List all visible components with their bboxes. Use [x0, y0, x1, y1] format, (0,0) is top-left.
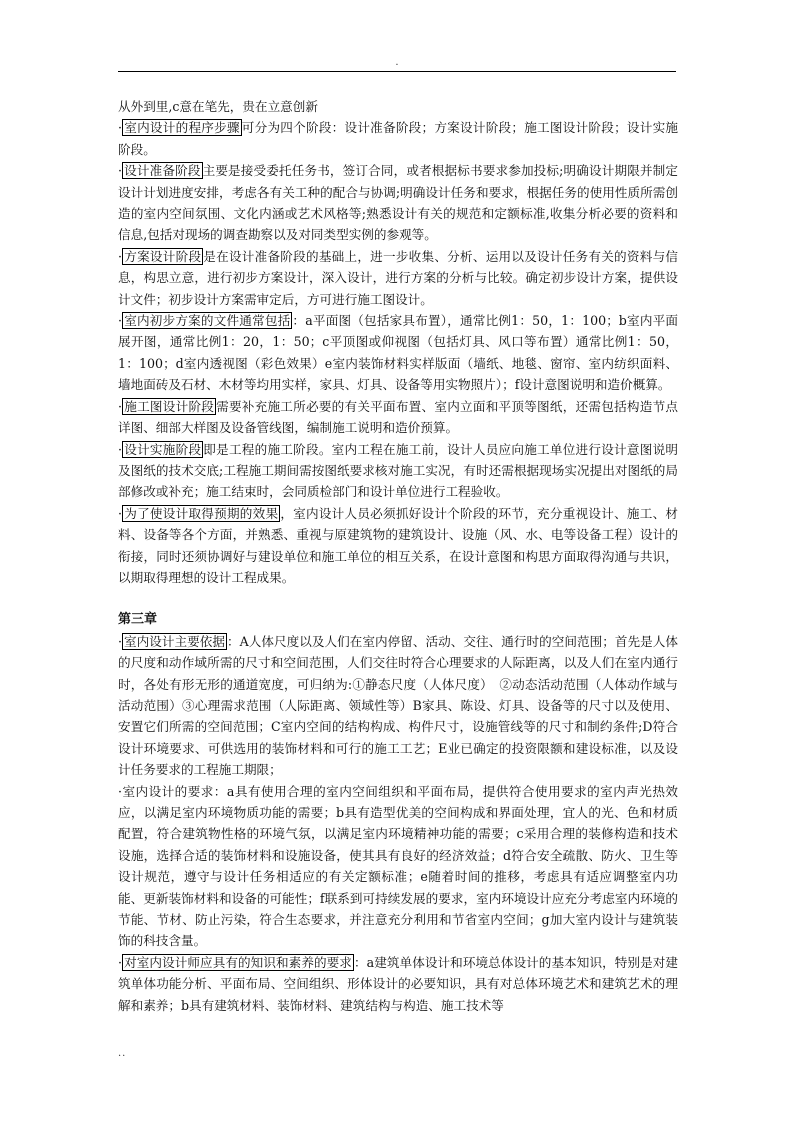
paragraph-construction-drawing-stage	[118, 396, 678, 439]
bullet: ·	[118, 441, 123, 457]
paragraph-text: 可分为四个阶段：设计准备阶段；方案设计阶段；施工图设计阶段；设计实施阶段。	[118, 120, 679, 157]
bullet: ·	[118, 398, 123, 414]
paragraph-text: 需要补充施工所必要的有关平面布置、室内立面和平顶等图纸，还需包括构造节点详图、细部大样图及设备管线图，编制施工说明和造价预算。	[118, 398, 679, 436]
paragraph-preparation-stage	[118, 160, 678, 246]
bullet: ·	[118, 163, 123, 179]
paragraph-text: 室内设计的要求：a具有使用合理的室内空间组织和平面布局，提供符合使用要求的室内声光热效应，以满足室内环境物质功能的需要；b具有造型优美的空间构成和界面处理，宜人的光、色和材质配置，符合建筑物性格的环境气氛，以满足室内环境精神功能的需要；c采用合理的装修构造和技术设施，选择合适的装饰材料和设施设备，使其具有良好的经济效益；d符合安全疏散、防火、卫生等设计规范，遵守与设计任务相适应的有关定额标准；e随着时间的推移，考虑具有适应调整室内功能、更新装饰材料和设备的可能性；f联系到可持续发展的要求，室内环境设计应充分考虑室内环境的节能、节材、防止污染，符合生态要求，并注意充分利用和节省室内空间；g加大室内设计与建筑装饰的科技含量。	[118, 783, 678, 949]
boxed-term: 室内初步方案的文件通常包括	[124, 313, 291, 329]
boxed-term: 对室内设计师应具有的知识和素养的要求	[124, 954, 352, 970]
boxed-term: 室内设计的程序步骤	[124, 120, 240, 136]
paragraph-text: ，室内设计人员必须抓好设计个阶段的环节，充分重视设计、施工、材料、设备等各个方面，并熟悉、重视与原建筑物的建筑设计、设施（风、水、电等设备工程）设计的衔接，同时还须协调好与建设单位和施工单位的相互关系，在设计意图和构思方面取得沟通与共识，以期取得理想的设计工程成果。	[118, 505, 679, 585]
bullet: ·	[118, 248, 123, 264]
paragraph-implementation-stage	[118, 439, 678, 503]
boxed-term: 为了使设计取得预期的效果	[124, 505, 279, 521]
footer-mark: ..	[118, 1048, 127, 1059]
paragraph-design-procedure	[118, 117, 678, 160]
chapter-heading: 第三章	[118, 612, 158, 628]
bullet: ·	[118, 633, 123, 649]
boxed-term: 设计实施阶段	[124, 441, 202, 457]
bullet: ·	[118, 783, 123, 799]
paragraph-text: ：A人体尺度以及人们在室内停留、活动、交往、通行时的空间范围；首先是人体的尺度和动作域所需的尺寸和空间范围，人们交往时符合心理要求的人际距离，以及人们在室内通行时，各处有形无形的通道宽度，可归纳为:①静态尺度（人体尺度） ②动态活动范围（人体动作域与活动范围）③心理需求范围（人际距离、领域性等）B家具、陈设、灯具、设备等的尺寸以及使用、安置它们所需的空间范围；C室内空间的结构构成、构件尺寸，设施管线等的尺寸和制约条件;D符合设计环境要求、可供选用的装饰材料和可行的施工工艺；E业已确定的投资限额和建设标准，以及设计任务要求的工程施工期限；	[118, 633, 678, 778]
paragraph-text: ：a建筑单体设计和环境总体设计的基本知识，特别是对建筑单体功能分析、平面布局、空间组织、形体设计的必要知识，具有对总体环境艺术和建筑艺术的理解和素养；b具有建筑材料、装饰材料、建筑结构与构造、施工技术等	[118, 954, 679, 1013]
bullet: ·	[118, 120, 123, 136]
intro-line: 从外到里,c意在笔先，贵在立意创新	[118, 99, 318, 114]
bullet: ·	[118, 313, 123, 329]
paragraph-text: ：a平面图（包括家具布置），通常比例1：50，1：100；b室内平面展开图，通常比例1：20，1：50；c平顶图或仰视图（包括灯具、风口等布置）通常比例1：50，1：100；d室内透视图（彩色效果）e室内装饰材料实样版面（墙纸、地毯、窗帘、室内纺织面料、墙地面砖及石材、木材等均用实样，家具、灯具、设备等用实物照片）；f设计意图说明和造价概算。	[118, 313, 678, 393]
bullet: ·	[118, 505, 123, 521]
paragraph-scheme-stage	[118, 246, 678, 310]
header-mark: .	[395, 57, 399, 68]
paragraph-design-basis	[118, 631, 678, 781]
paragraph-designer-knowledge	[118, 952, 678, 1016]
paragraph-text: 是在设计准备阶段的基础上，进一步收集、分析、运用以及设计任务有关的资料与信息，构思立意，进行初步方案设计，深入设计，进行方案的分析与比较。确定初步设计方案，提供设计文件；初步设计方案需审定后，方可进行施工图设计。	[118, 248, 679, 307]
paragraph-design-requirements	[118, 781, 678, 952]
boxed-term: 设计准备阶段	[124, 163, 201, 179]
boxed-term: 方案设计阶段	[124, 248, 202, 264]
boxed-term: 室内设计主要依据	[124, 633, 226, 649]
header-rule	[118, 71, 676, 72]
document-body	[118, 96, 678, 1016]
bullet: ·	[118, 954, 123, 970]
paragraph-text: 主要是接受委托任务书，签订合同，或者根据标书要求参加投标;明确设计期限并制定设计计划进度安排，考虑各有关工种的配合与协调;明确设计任务和要求，根据任务的使用性质所需创造的室内空间氛围、文化内涵或艺术风格等;熟悉设计有关的规范和定额标准,收集分析必要的资料和信息,包括对现场的调查勘察以及对同类型实例的参观等。	[118, 163, 679, 243]
boxed-term: 施工图设计阶段	[124, 398, 215, 414]
paragraph-expected-results	[118, 503, 678, 589]
section-gap	[118, 588, 678, 609]
paragraph-text: 即是工程的施工阶段。室内工程在施工前，设计人员应向施工单位进行设计意图说明及图纸的技术交底;工程施工期间需按图纸要求核对施工实况，有时还需根据现场实况提出对图纸的局部修改或补充；施工结束时，会同质检部门和设计单位进行工程验收。	[118, 441, 679, 500]
paragraph-preliminary-documents	[118, 310, 678, 396]
